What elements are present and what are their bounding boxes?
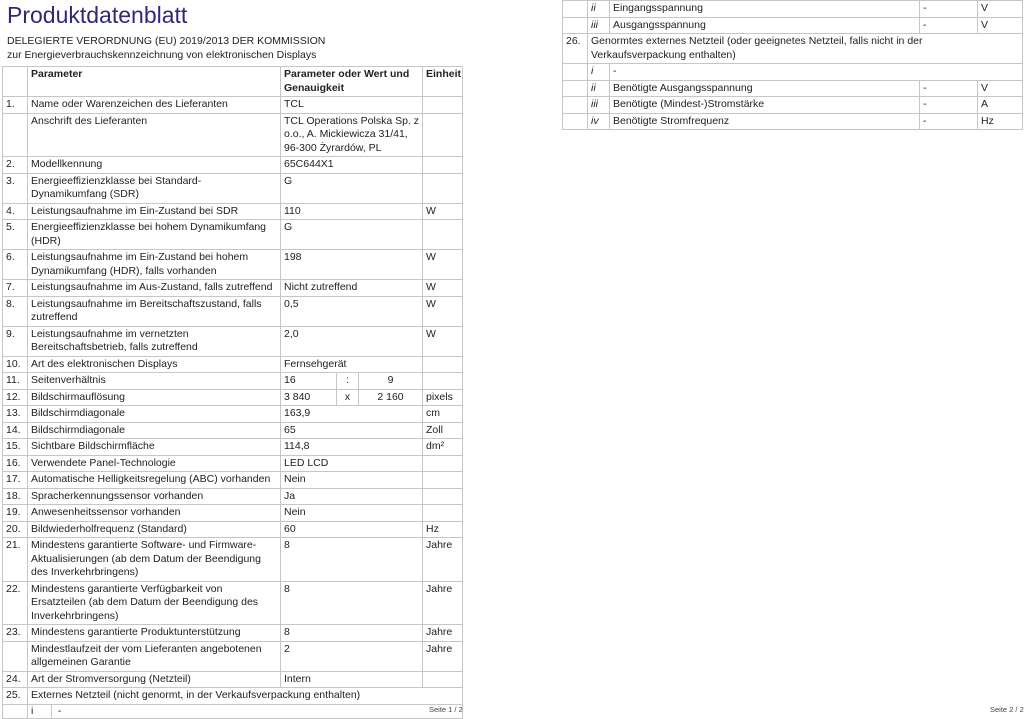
row-label: Mindestens garantierte Produktunterstützung <box>28 625 281 642</box>
table-row <box>563 1 1023 18</box>
product-data-table-continued <box>562 0 1023 130</box>
row-number: 11. <box>3 373 28 390</box>
row-number: 3. <box>3 173 28 203</box>
row-value: 8 <box>281 625 423 642</box>
row-label: Externes Netzteil (nicht genormt, in der Verkaufsverpackung enthalten) <box>28 688 463 705</box>
table-row <box>3 157 463 174</box>
row-number: 4. <box>3 203 28 220</box>
row-number <box>3 113 28 157</box>
row-number: 9. <box>3 326 28 356</box>
row-value: 198 <box>281 250 423 280</box>
sub-row-value: - <box>610 64 1023 81</box>
row-label: Bildwiederholfrequenz (Standard) <box>28 521 281 538</box>
resolution-separator: x <box>337 389 359 406</box>
row-value: 2 <box>281 641 423 671</box>
row-number: 2. <box>3 157 28 174</box>
table-row <box>3 439 463 456</box>
sub-row-value: - <box>57 704 62 717</box>
row-value: 60 <box>281 521 423 538</box>
page-1 <box>0 0 466 715</box>
row-label: Energieeffizienzklasse bei hohem Dynamikumfang (HDR) <box>28 220 281 250</box>
row-unit <box>423 488 463 505</box>
row-value: Intern <box>281 671 423 688</box>
table-row <box>3 296 463 326</box>
row-unit: V <box>978 17 1023 34</box>
document-title: Produktdatenblatt <box>7 2 188 28</box>
table-row <box>3 220 463 250</box>
row-number: 26. <box>563 34 588 64</box>
row-number: 18. <box>3 488 28 505</box>
aspect-height: 9 <box>359 373 423 390</box>
row-unit <box>423 97 463 114</box>
row-number: 17. <box>3 472 28 489</box>
row-unit: W <box>423 326 463 356</box>
row-label: Art des elektronischen Displays <box>28 356 281 373</box>
row-unit: W <box>423 250 463 280</box>
table-row <box>3 97 463 114</box>
table-row <box>3 671 463 688</box>
row-label: Bildschirmdiagonale <box>28 422 281 439</box>
row-unit: V <box>978 80 1023 97</box>
table-row <box>3 704 463 719</box>
row-unit: dm² <box>423 439 463 456</box>
sub-row-index: ii <box>588 1 610 18</box>
table-row <box>563 113 1023 130</box>
row-number: 19. <box>3 505 28 522</box>
product-data-table <box>2 66 463 719</box>
row-label: Name oder Warenzeichen des Lieferanten <box>28 97 281 114</box>
row-unit: Hz <box>423 521 463 538</box>
header-unit: Einheit <box>423 67 463 97</box>
row-unit: W <box>423 280 463 297</box>
table-row <box>3 422 463 439</box>
row-label: Benötigte Stromfrequenz <box>610 113 920 130</box>
table-row <box>3 203 463 220</box>
row-label: Mindestens garantierte Software- und Firmware-Aktualisierungen (ab dem Datum der Beendigung des Inverkehrbringens) <box>28 538 281 582</box>
row-label: Seitenverhältnis <box>28 373 281 390</box>
row-value: Nein <box>281 472 423 489</box>
row-unit: Jahre <box>423 538 463 582</box>
row-unit: A <box>978 97 1023 114</box>
table-row <box>3 521 463 538</box>
row-value: 65C644X1 <box>281 157 423 174</box>
row-label: Modellkennung <box>28 157 281 174</box>
row-value: 0,5 <box>281 296 423 326</box>
row-value: G <box>281 173 423 203</box>
row-unit <box>423 671 463 688</box>
row-value: Fernsehgerät <box>281 356 423 373</box>
row-number: 10. <box>3 356 28 373</box>
table-row <box>3 406 463 423</box>
page-number: Seite 1 / 2 <box>429 705 463 714</box>
table-row <box>563 80 1023 97</box>
table-header-row <box>3 67 463 97</box>
row-value: 163,9 <box>281 406 423 423</box>
row-unit: cm <box>423 406 463 423</box>
row-number <box>3 641 28 671</box>
sub-row-index: iv <box>588 113 610 130</box>
sub-row-index: ii <box>588 80 610 97</box>
sub-row-index: iii <box>588 17 610 34</box>
row-label: Benötigte Ausgangsspannung <box>610 80 920 97</box>
row-label: Genormtes externes Netzteil (oder geeignetes Netzteil, falls nicht in der Verkaufsverpackung enthalten) <box>588 34 1023 64</box>
row-number: 8. <box>3 296 28 326</box>
row-unit <box>423 373 463 390</box>
row-label: Anschrift des Lieferanten <box>28 113 281 157</box>
row-number: 12. <box>3 389 28 406</box>
row-number: 5. <box>3 220 28 250</box>
table-row <box>3 505 463 522</box>
row-value: 110 <box>281 203 423 220</box>
regulation-subtitle: DELEGIERTE VERORDNUNG (EU) 2019/2013 DER KOMMISSION zur Energieverbrauchskennzeichnung von elektronischen Displays <box>7 35 326 61</box>
row-value: 114,8 <box>281 439 423 456</box>
row-unit: Hz <box>978 113 1023 130</box>
table-row <box>3 455 463 472</box>
row-unit <box>423 472 463 489</box>
row-value: 8 <box>281 581 423 625</box>
header-value: Parameter oder Wert und Genauigkeit <box>281 67 423 97</box>
sub-row-cell <box>28 704 463 719</box>
row-number: 22. <box>3 581 28 625</box>
row-number: 23. <box>3 625 28 642</box>
row-label: Verwendete Panel-Technologie <box>28 455 281 472</box>
table-row <box>3 373 463 390</box>
table-row <box>3 688 463 705</box>
table-row <box>563 97 1023 114</box>
table-row <box>3 389 463 406</box>
table-row <box>563 17 1023 34</box>
resolution-width: 3 840 <box>281 389 337 406</box>
row-number: 7. <box>3 280 28 297</box>
table-row <box>3 173 463 203</box>
table-row <box>3 581 463 625</box>
row-label: Eingangsspannung <box>610 1 920 18</box>
row-label: Spracherkennungssensor vorhanden <box>28 488 281 505</box>
row-value: 2,0 <box>281 326 423 356</box>
row-value: - <box>920 97 978 114</box>
row-label: Benötigte (Mindest-)Stromstärke <box>610 97 920 114</box>
header-parameter: Parameter <box>28 67 281 97</box>
table-row <box>563 64 1023 81</box>
aspect-width: 16 <box>281 373 337 390</box>
row-label: Mindestens garantierte Verfügbarkeit von Ersatzteilen (ab dem Datum der Beendigung des Inverkehrbringens) <box>28 581 281 625</box>
row-number: 25. <box>3 688 28 705</box>
table-row <box>3 326 463 356</box>
row-number: 16. <box>3 455 28 472</box>
row-value: G <box>281 220 423 250</box>
row-label: Ausgangsspannung <box>610 17 920 34</box>
table-row <box>3 113 463 157</box>
row-value: - <box>920 17 978 34</box>
row-value: 8 <box>281 538 423 582</box>
table-row <box>3 250 463 280</box>
row-number: 21. <box>3 538 28 582</box>
row-unit: W <box>423 203 463 220</box>
row-value: TCL Operations Polska Sp. z o.o., A. Mickiewicza 31/41, 96-300 Żyrardów, PL <box>281 113 423 157</box>
resolution-height: 2 160 <box>359 389 423 406</box>
row-unit: Zoll <box>423 422 463 439</box>
table-row <box>3 280 463 297</box>
row-unit: Jahre <box>423 641 463 671</box>
row-label: Leistungsaufnahme im Aus-Zustand, falls zutreffend <box>28 280 281 297</box>
table-row <box>3 625 463 642</box>
row-label: Leistungsaufnahme im Bereitschaftszustand, falls zutreffend <box>28 296 281 326</box>
row-unit: Jahre <box>423 581 463 625</box>
table-row <box>3 538 463 582</box>
row-label: Leistungsaufnahme im vernetzten Bereitschaftsbetrieb, falls zutreffend <box>28 326 281 356</box>
table-row <box>563 34 1023 64</box>
row-value: 65 <box>281 422 423 439</box>
row-unit <box>423 113 463 157</box>
row-value: - <box>920 80 978 97</box>
row-label: Mindestlaufzeit der vom Lieferanten angebotenen allgemeinen Garantie <box>28 641 281 671</box>
row-value: Ja <box>281 488 423 505</box>
row-number: 15. <box>3 439 28 456</box>
row-number: 20. <box>3 521 28 538</box>
row-unit <box>423 157 463 174</box>
row-label: Sichtbare Bildschirmfläche <box>28 439 281 456</box>
row-value: - <box>920 1 978 18</box>
row-unit: pixels <box>423 389 463 406</box>
row-label: Automatische Helligkeitsregelung (ABC) vorhanden <box>28 472 281 489</box>
row-unit <box>423 505 463 522</box>
row-label: Bildschirmauflösung <box>28 389 281 406</box>
row-unit: Jahre <box>423 625 463 642</box>
row-number: 24. <box>3 671 28 688</box>
row-unit <box>423 173 463 203</box>
row-label: Art der Stromversorgung (Netzteil) <box>28 671 281 688</box>
row-number: 14. <box>3 422 28 439</box>
row-number: 13. <box>3 406 28 423</box>
row-unit <box>423 356 463 373</box>
sub-row-index: iii <box>588 97 610 114</box>
row-label: Anwesenheitssensor vorhanden <box>28 505 281 522</box>
page-number: Seite 2 / 2 <box>990 705 1024 714</box>
row-unit <box>423 455 463 472</box>
table-row <box>3 488 463 505</box>
table-row <box>3 472 463 489</box>
row-unit <box>423 220 463 250</box>
table-row <box>3 356 463 373</box>
row-value: LED LCD <box>281 455 423 472</box>
sub-row-index: i <box>588 64 610 81</box>
row-label: Leistungsaufnahme im Ein-Zustand bei SDR <box>28 203 281 220</box>
row-label: Leistungsaufnahme im Ein-Zustand bei hohem Dynamikumfang (HDR), falls vorhanden <box>28 250 281 280</box>
row-label: Bildschirmdiagonale <box>28 406 281 423</box>
aspect-separator: : <box>337 373 359 390</box>
row-unit: V <box>978 1 1023 18</box>
row-value: - <box>920 113 978 130</box>
page-2 <box>562 0 1024 715</box>
row-number: 1. <box>3 97 28 114</box>
row-label: Energieeffizienzklasse bei Standard-Dynamikumfang (SDR) <box>28 173 281 203</box>
row-number: 6. <box>3 250 28 280</box>
row-value: TCL <box>281 97 423 114</box>
row-value: Nicht zutreffend <box>281 280 423 297</box>
row-unit: W <box>423 296 463 326</box>
sub-row-index: i <box>28 705 52 719</box>
row-value: Nein <box>281 505 423 522</box>
table-row <box>3 641 463 671</box>
